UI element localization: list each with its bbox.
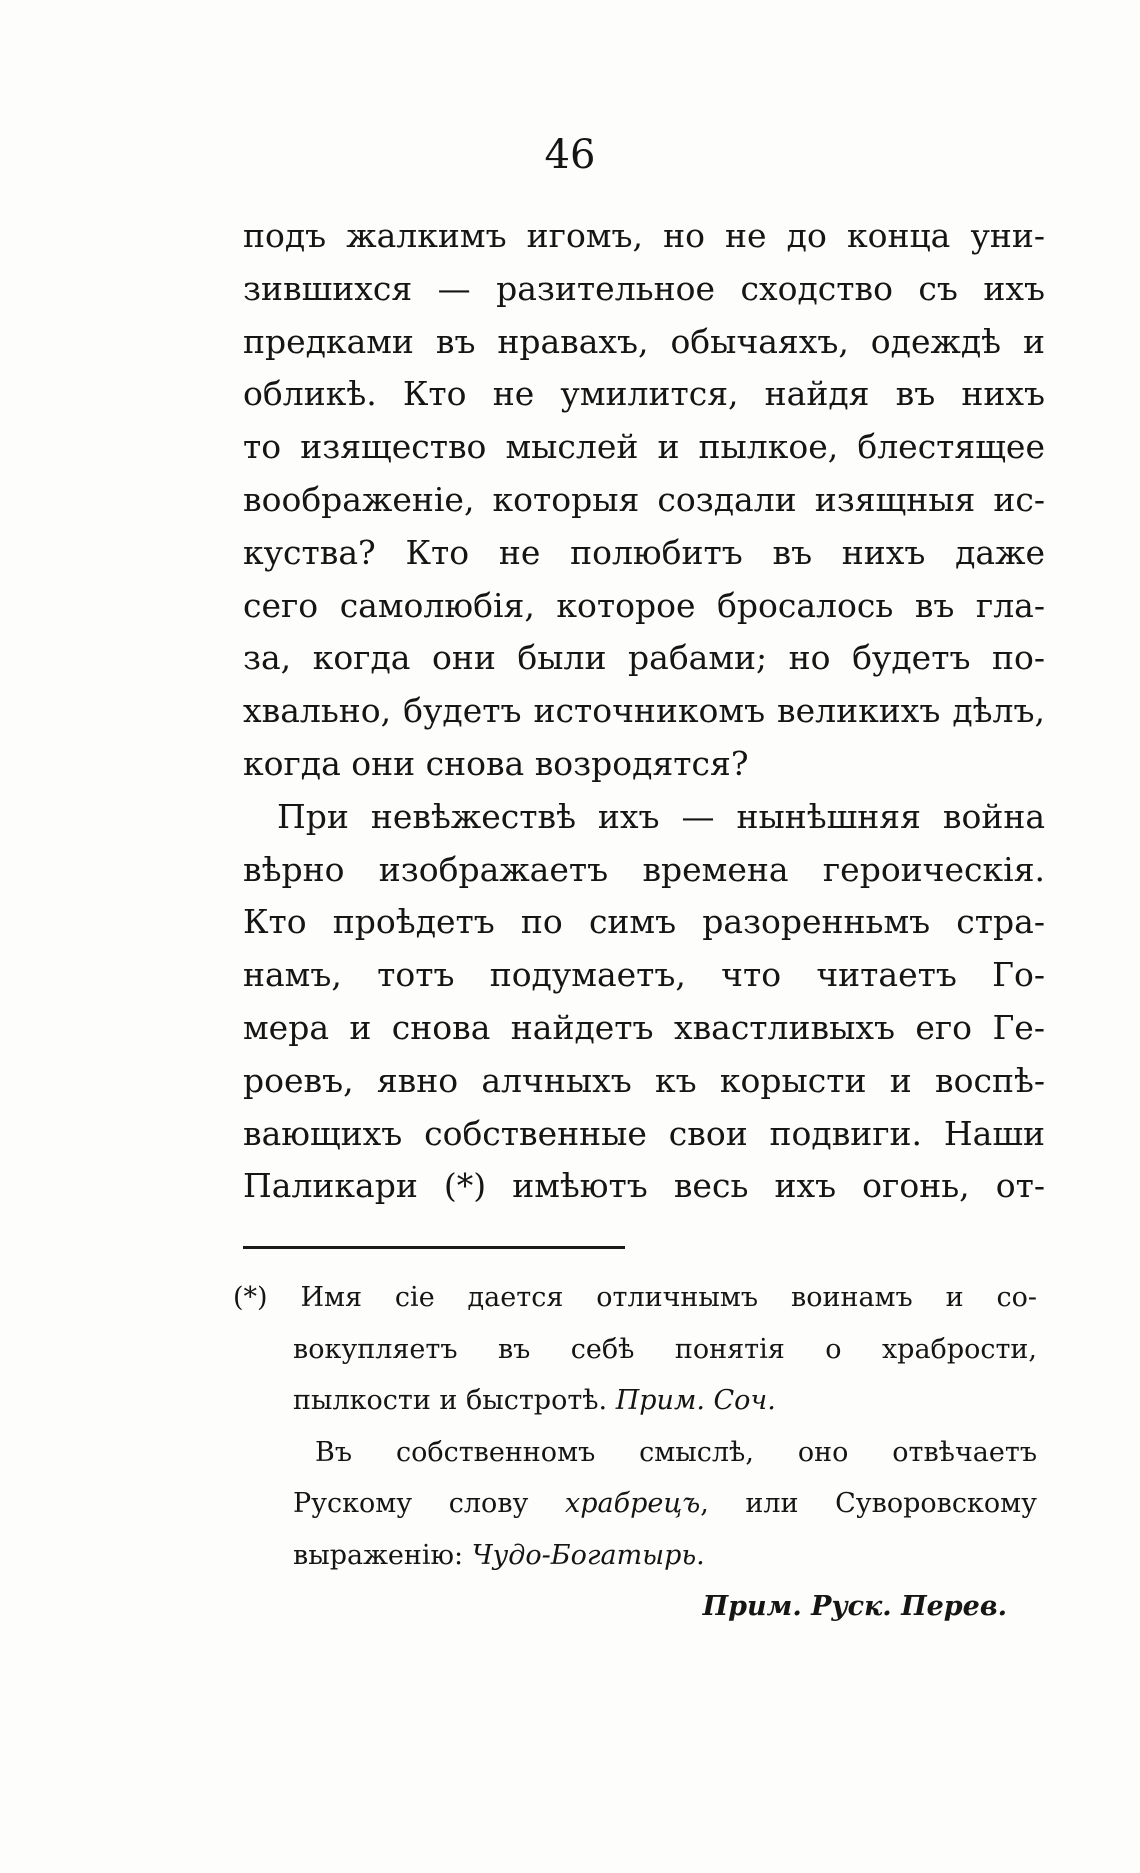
footnote-line: вокупляетъ въ себѣ понятія о храбрости,	[293, 1333, 1037, 1365]
text-line: подъ жалкимъ игомъ, но не до конца уни-	[243, 216, 1045, 255]
footnote-line: Въ собственномъ смыслѣ, оно отвѣчаетъ	[315, 1436, 1037, 1468]
main-text	[243, 210, 1045, 1213]
footnote-divider	[243, 1246, 625, 1249]
footnote-line	[233, 1530, 1037, 1582]
text-line: роевъ, явно алчныхъ къ корысти и воспѣ-	[243, 1060, 1045, 1100]
text-line: Паликари (*) имѣютъ весь ихъ огонь, от-	[243, 1166, 1045, 1206]
text-line: Кто проѣдетъ по симъ разоренньмъ стра-	[243, 902, 1045, 942]
text-line: сего самолюбія, которое бросалось въ гла-	[243, 585, 1045, 625]
footnote-line: (*) Имя сіе дается отличнымъ воинамъ и со-	[233, 1282, 1037, 1313]
footnote-text: Рускому слову	[293, 1488, 565, 1519]
author-note-mark: Прим. Соч.	[615, 1385, 776, 1416]
footnote-text: выраженію:	[293, 1539, 472, 1571]
italic-phrase: Чудо-Богатырь.	[471, 1539, 705, 1571]
text-line: При невѣжествѣ ихъ — нынѣшняя война	[277, 796, 1045, 836]
text-line: обликѣ. Кто не умилится, найдя въ нихъ	[243, 374, 1045, 414]
text-line: мера и снова найдетъ хвастливыхъ его Ге-	[243, 1007, 1045, 1047]
text-line: то изящество мыслей и пылкое, блестящее	[243, 427, 1045, 467]
footnote	[233, 1272, 1037, 1633]
text-line: когда они снова возродятся?	[243, 743, 749, 783]
text-line: предками въ нравахъ, обычаяхъ, одеждѣ и	[243, 321, 1045, 361]
text-line: хвально, будетъ источникомъ великихъ дѣлъ,	[243, 691, 1045, 731]
text-line: зившихся — разительное сходство съ ихъ	[243, 268, 1045, 308]
text-line: вающихъ собственные свои подвиги. Наши	[243, 1113, 1045, 1153]
footnote-text: пылкости и быстротѣ.	[293, 1385, 616, 1416]
page-number: 46	[544, 132, 596, 178]
footnote-text: , или Суворовскому	[700, 1488, 1037, 1519]
translator-note-signature: Прим. Руск. Перев.	[702, 1591, 1007, 1622]
text-line: воображеніе, которыя создали изящныя ис-	[243, 479, 1045, 519]
text-line: намъ, тотъ подумаетъ, что читаетъ Го-	[243, 955, 1045, 995]
text-line: вѣрно изображаетъ времена героическія.	[243, 849, 1045, 889]
text-line: куства? Кто не полюбитъ въ нихъ даже	[243, 532, 1045, 572]
footnote-line	[233, 1375, 1037, 1427]
footnote-line	[233, 1478, 1037, 1530]
text-line: за, когда они были рабами; но будетъ по-	[243, 638, 1045, 678]
italic-word: храбрецъ	[565, 1488, 701, 1519]
